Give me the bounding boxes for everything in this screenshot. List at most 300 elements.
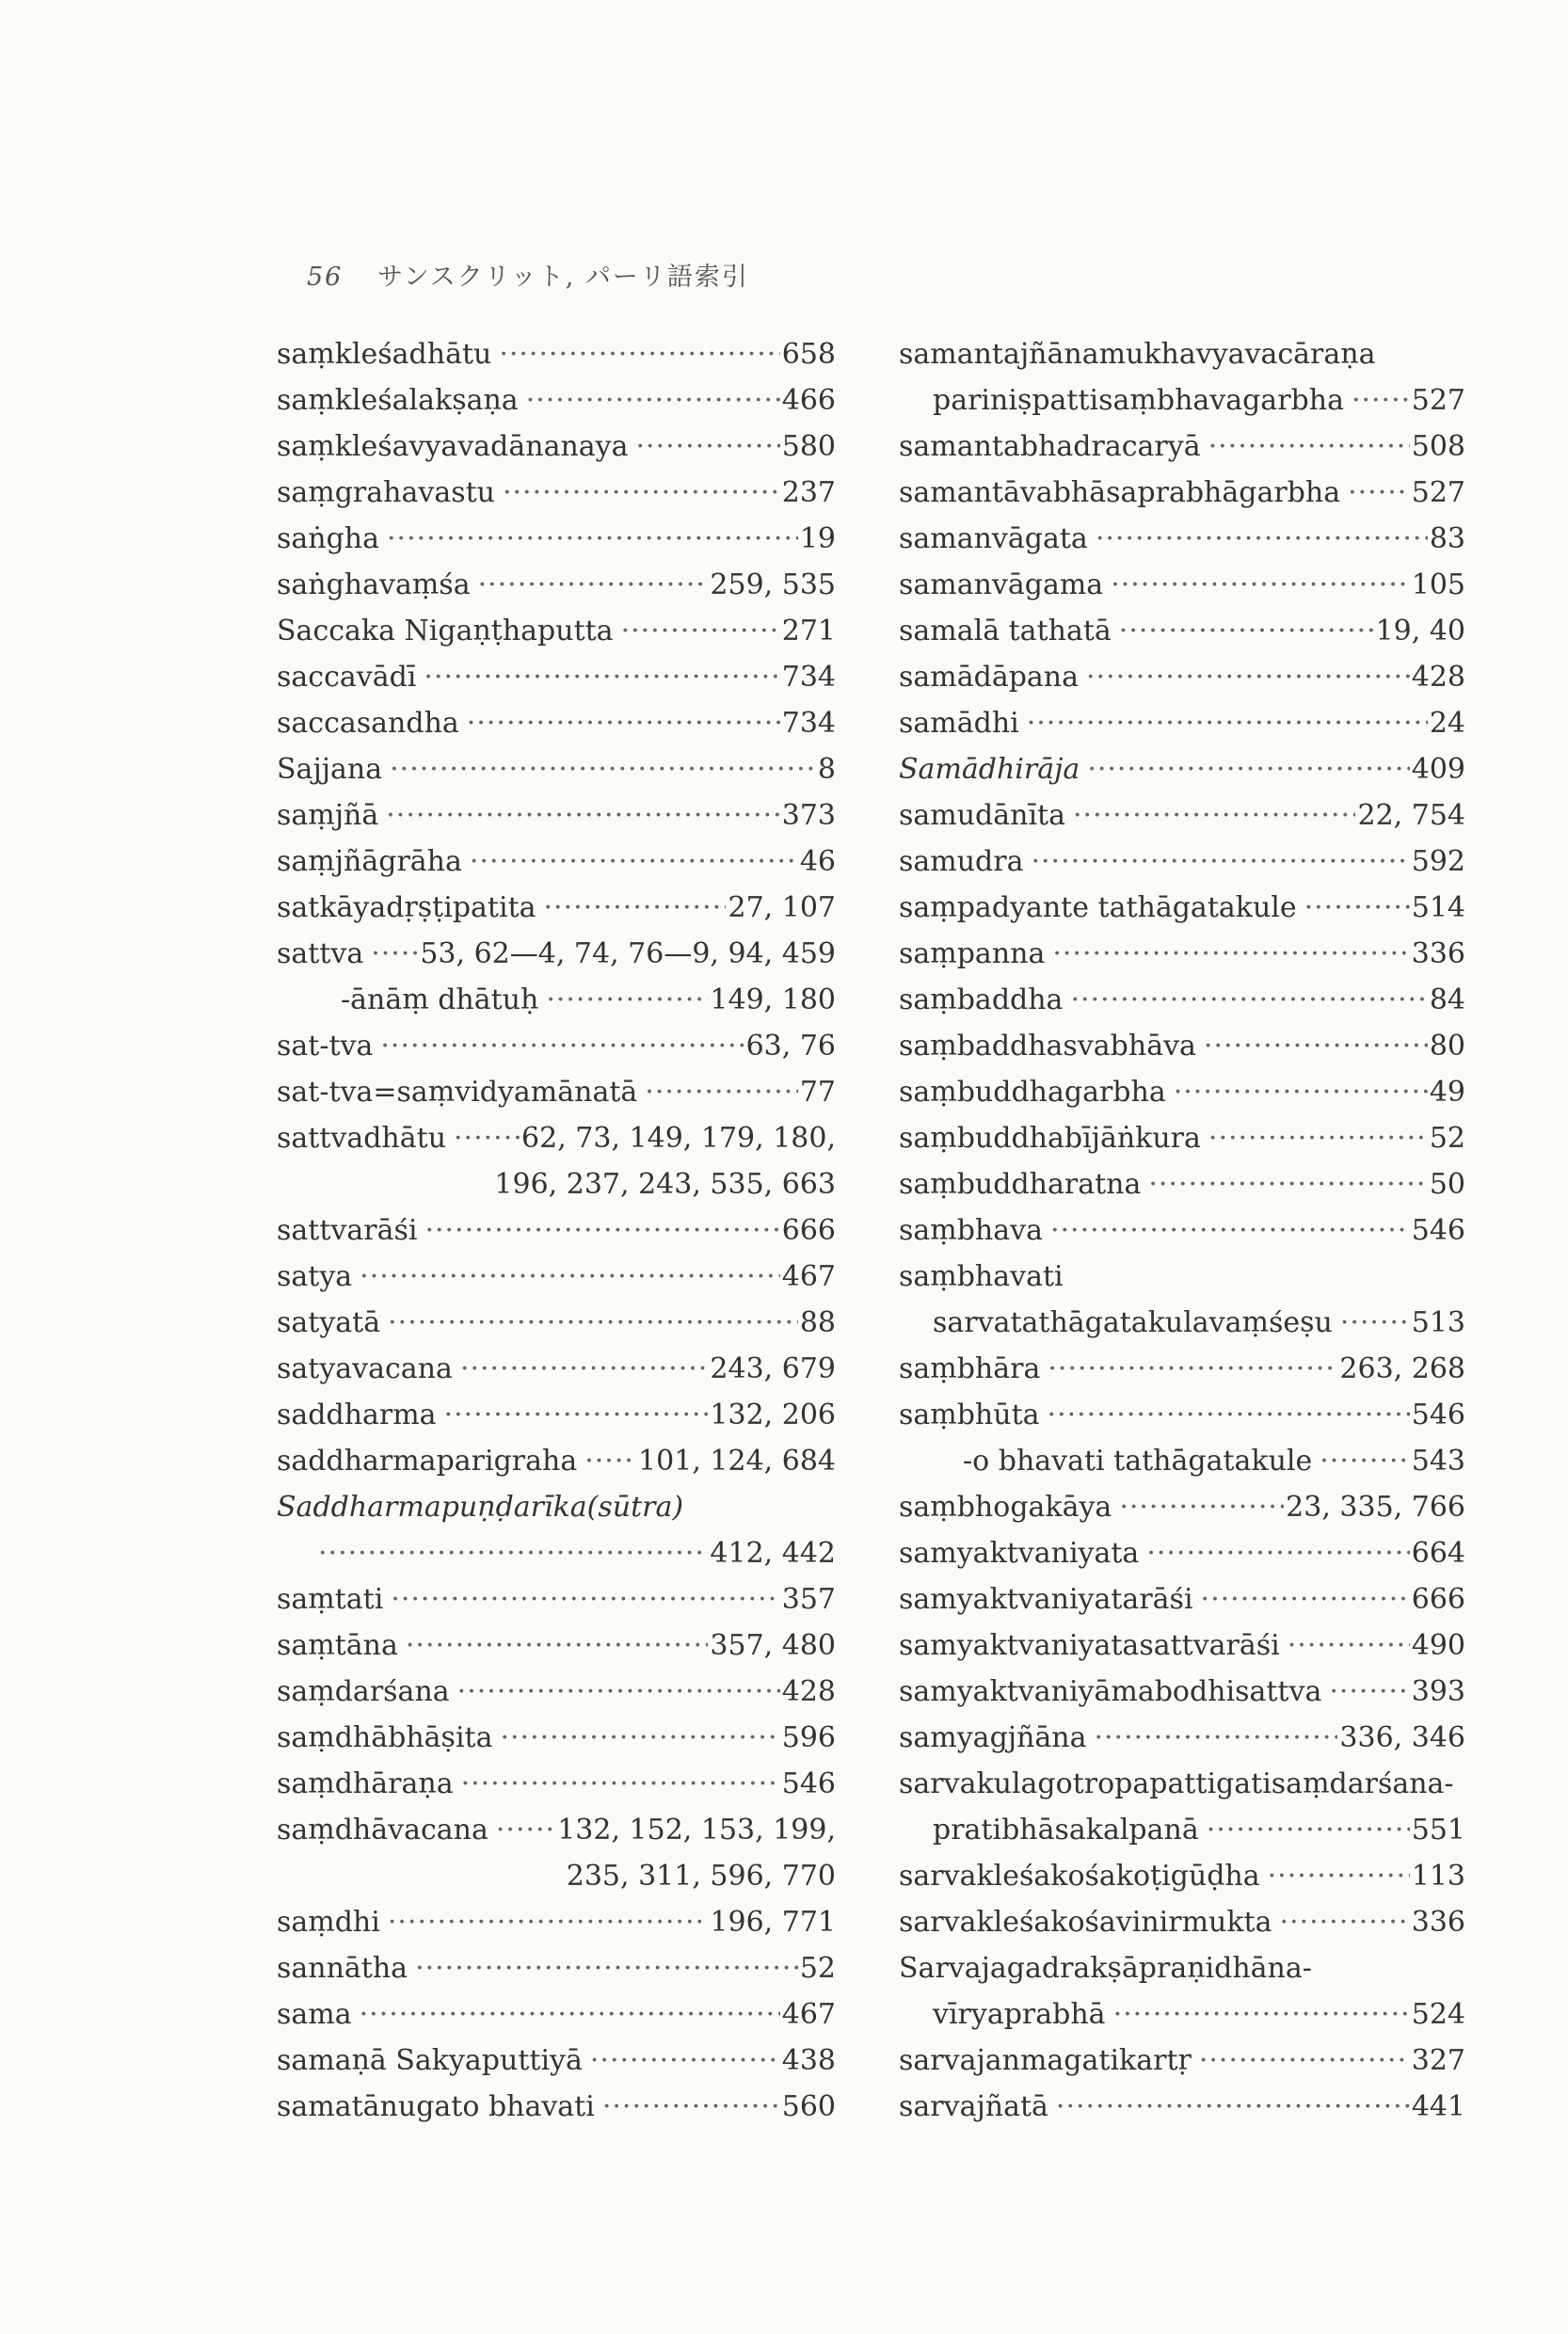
index-term: saccasandha (277, 707, 459, 740)
leader-dots (467, 700, 780, 746)
index-pages: 196, 237, 243, 535, 663 (494, 1168, 836, 1201)
index-pages: 259, 535 (710, 568, 836, 601)
index-term: samyaktvaniyatarāśi (899, 1583, 1193, 1616)
index-pages: 22, 754 (1357, 799, 1465, 832)
index-entry (899, 470, 1465, 516)
index-pages: 105 (1411, 568, 1465, 601)
index-pages: 428 (1411, 661, 1465, 694)
index-entry (277, 1300, 836, 1346)
index-term: Sarvajagadrakṣāpraṇidhāna- (899, 1952, 1312, 1985)
index-term: saṃkleśadhātu (277, 338, 492, 371)
index-term: samādhi (899, 707, 1019, 740)
leader-dots (1073, 792, 1355, 839)
leader-dots (1279, 1899, 1409, 1945)
index-pages: 514 (1411, 891, 1465, 924)
index-pages: 543 (1411, 1445, 1465, 1478)
index-pages: 513 (1411, 1306, 1465, 1339)
index-entry (899, 1715, 1465, 1761)
index-pages: 237 (781, 476, 836, 509)
index-term: saṃbaddha (899, 983, 1064, 1016)
index-pages: 580 (781, 430, 836, 463)
index-pages: 441 (1411, 2090, 1465, 2123)
index-term: saṃbuddharatna (899, 1168, 1142, 1201)
index-term: saṃbhava (899, 1214, 1043, 1247)
index-pages: 734 (781, 661, 836, 694)
index-term: sarvatathāgatakulavaṃśeṣu (933, 1306, 1333, 1339)
index-entry (899, 1254, 1465, 1300)
leader-dots (1119, 608, 1374, 654)
index-term: saṃdhi (277, 1906, 380, 1939)
index-term: saṅgha (277, 522, 380, 555)
index-pages: 490 (1411, 1629, 1465, 1662)
index-entry (277, 516, 836, 562)
index-entry (277, 1945, 836, 1991)
index-pages: 196, 771 (710, 1906, 836, 1939)
leader-dots (584, 1438, 636, 1484)
leader-dots (1207, 1807, 1410, 1853)
leader-dots (1208, 424, 1410, 470)
leader-dots (1268, 1853, 1410, 1899)
leader-dots (645, 1069, 798, 1115)
leader-dots (496, 1807, 555, 1853)
index-term: vīryaprabhā (933, 1998, 1106, 2031)
index-entry (899, 654, 1465, 700)
index-entry (899, 700, 1465, 746)
index-pages: 63, 76 (745, 1030, 836, 1063)
index-pages: 19 (799, 522, 836, 555)
index-pages: 80 (1429, 1030, 1465, 1063)
index-term: sarvakulagotropapattigatisaṃdarśana- (899, 1767, 1454, 1800)
index-pages: 243, 679 (710, 1352, 836, 1385)
index-entry (899, 1991, 1465, 2038)
leader-dots (1146, 1530, 1409, 1576)
index-pages: 546 (1411, 1214, 1465, 1247)
index-pages: 428 (781, 1675, 836, 1708)
index-entry (277, 977, 836, 1023)
running-title: サンスクリット, パーリ語索引 (376, 263, 749, 292)
index-pages: 19, 40 (1375, 615, 1465, 647)
index-term: saṃdarśana (277, 1675, 450, 1708)
index-term: sarvakleśakośavinirmukta (899, 1906, 1272, 1939)
index-pages: 546 (781, 1767, 836, 1800)
leader-dots (499, 331, 779, 377)
index-entry (899, 1623, 1465, 1669)
leader-dots (1204, 1023, 1428, 1069)
index-term: sarvajñatā (899, 2090, 1048, 2123)
index-entry (277, 1069, 836, 1115)
index-entry (899, 1669, 1465, 1715)
leader-dots (1329, 1669, 1409, 1715)
index-entry (277, 1023, 836, 1069)
index-pages: 336, 346 (1339, 1721, 1465, 1754)
leader-dots (387, 516, 798, 562)
index-pages: 658 (781, 338, 836, 371)
index-term: satya (277, 1260, 353, 1293)
index-entry (899, 424, 1465, 470)
index-pages: 132, 206 (710, 1399, 836, 1431)
index-term: sannātha (277, 1952, 408, 1985)
leader-dots (621, 608, 780, 654)
leader-dots (500, 1715, 779, 1761)
index-entry (899, 792, 1465, 839)
index-pages: 83 (1429, 522, 1465, 555)
index-term: samalā tathatā (899, 615, 1112, 647)
index-term: Samādhirāja (899, 753, 1080, 786)
index-term: sat-tva=saṃvidyamānatā (277, 1076, 638, 1109)
index-entry (899, 1761, 1465, 1807)
index-entry (899, 1115, 1465, 1161)
index-entry (899, 977, 1465, 1023)
leader-dots (1320, 1438, 1409, 1484)
leader-dots (602, 2084, 780, 2130)
index-entry (899, 1853, 1465, 1899)
leader-dots (546, 977, 708, 1023)
leader-dots (1048, 1392, 1410, 1438)
index-pages: 373 (781, 799, 836, 832)
index-entry (899, 562, 1465, 608)
index-term: saṃkleśalakṣaṇa (277, 384, 519, 417)
index-entry (899, 2038, 1465, 2084)
index-term: Saccaka Nigaṇṭhaputta (277, 615, 614, 647)
index-pages: 596 (781, 1721, 836, 1754)
index-entry (899, 1207, 1465, 1254)
leader-dots (388, 1300, 798, 1346)
leader-dots (1048, 1346, 1337, 1392)
leader-dots (461, 1761, 780, 1807)
index-pages: 77 (799, 1076, 836, 1109)
leader-dots (424, 654, 779, 700)
index-entry (899, 2084, 1465, 2130)
index-pages: 52 (799, 1952, 836, 1985)
index-pages: 527 (1411, 476, 1465, 509)
index-term: saccavādī (277, 661, 417, 694)
index-term: saṃdhāvacana (277, 1814, 488, 1846)
index-term: samyaktvaniyata (899, 1537, 1140, 1570)
leader-dots (386, 792, 779, 839)
index-entry (899, 331, 1465, 377)
leader-dots (457, 1669, 780, 1715)
index-entry (277, 608, 836, 654)
index-entry (277, 1623, 836, 1669)
leader-dots (388, 1899, 709, 1945)
index-term: samudānīta (899, 799, 1065, 832)
index-term: sarvajanmagatikartṛ (899, 2044, 1192, 2077)
index-pages: 666 (781, 1214, 836, 1247)
index-term: sattvadhātu (277, 1122, 447, 1155)
index-term: saṃbaddhasvabhāva (899, 1030, 1196, 1063)
index-term: samaṇā Sakyaputtiyā (277, 2044, 583, 2077)
index-entry (277, 1530, 836, 1576)
index-entry (277, 1761, 836, 1807)
index-column-left (277, 331, 836, 2130)
index-pages: 263, 268 (1339, 1352, 1465, 1385)
index-term: samantajñānamukhavyavacāraṇa (899, 338, 1376, 371)
index-pages: 438 (781, 2044, 836, 2077)
index-entry (899, 1576, 1465, 1623)
index-entry (899, 1438, 1465, 1484)
index-term: samyaktvaniyāmabodhisattva (899, 1675, 1322, 1708)
index-entry (899, 931, 1465, 977)
leader-dots (360, 1254, 780, 1300)
index-entry (277, 654, 836, 700)
index-entry (899, 1945, 1465, 1991)
index-pages: 357 (781, 1583, 836, 1616)
index-term: saṃtāna (277, 1629, 398, 1662)
leader-dots (1096, 516, 1428, 562)
index-entry (277, 2084, 836, 2130)
index-pages: 336 (1411, 1906, 1465, 1939)
leader-dots (1070, 977, 1427, 1023)
index-pages: 62, 73, 149, 179, 180, (521, 1122, 836, 1155)
index-term: saṃkleśavyavadānanaya (277, 430, 629, 463)
index-term: Sajjana (277, 753, 383, 786)
leader-dots (1031, 839, 1409, 885)
index-pages: 551 (1411, 1814, 1465, 1846)
index-term: sama (277, 1998, 352, 2031)
leader-dots (636, 424, 780, 470)
index-pages: 235, 311, 596, 770 (566, 1860, 836, 1893)
leader-dots (360, 1991, 780, 2038)
index-term: samudra (899, 845, 1024, 878)
leader-dots (544, 885, 727, 931)
index-pages: 734 (781, 707, 836, 740)
index-term: saṃjñāgrāha (277, 845, 462, 878)
index-pages: 49 (1429, 1076, 1465, 1109)
leader-dots (1056, 2084, 1410, 2130)
index-pages: 409 (1411, 753, 1465, 786)
index-pages: 8 (817, 753, 836, 786)
index-entry (899, 1023, 1465, 1069)
index-term: saṃbhavati (899, 1260, 1064, 1293)
leader-dots (415, 1945, 798, 1991)
index-term: samatānugato bhavati (277, 2090, 595, 2123)
index-term: sattva (277, 937, 364, 970)
index-entry (899, 1530, 1465, 1576)
leader-dots (1174, 1069, 1428, 1115)
index-pages: 88 (799, 1306, 836, 1339)
index-term: samyagjñāna (899, 1721, 1087, 1754)
leader-dots (1086, 654, 1410, 700)
index-pages: 466 (781, 384, 836, 417)
index-term: Saddharmapuṇḍarīka(sūtra) (277, 1491, 684, 1524)
index-pages: 101, 124, 684 (638, 1445, 836, 1478)
index-entry (277, 1899, 836, 1945)
index-pages: 546 (1411, 1399, 1465, 1431)
index-pages: 53, 62—4, 74, 76—9, 94, 459 (420, 937, 836, 970)
index-term: sattvarāśi (277, 1214, 418, 1247)
leader-dots (380, 1023, 744, 1069)
index-term: satyatā (277, 1306, 381, 1339)
leader-dots (1087, 746, 1409, 792)
index-pages: 27, 107 (728, 891, 836, 924)
leader-dots (390, 746, 816, 792)
leader-dots (470, 839, 798, 885)
index-entry (277, 792, 836, 839)
index-pages: 592 (1411, 845, 1465, 878)
index-entry (277, 562, 836, 608)
index-term: saṃpanna (899, 937, 1046, 970)
index-term: samantabhadracaryā (899, 430, 1201, 463)
index-term: saṃdhāraṇa (277, 1767, 454, 1800)
index-term: saṃtati (277, 1583, 384, 1616)
leader-dots (406, 1623, 709, 1669)
index-entry (899, 1161, 1465, 1207)
index-pages: 666 (1411, 1583, 1465, 1616)
index-term: saddharma (277, 1399, 437, 1431)
index-pages: 357, 480 (710, 1629, 836, 1662)
index-entry (277, 1484, 836, 1530)
index-term: saṃbhūta (899, 1399, 1040, 1431)
index-entry (899, 885, 1465, 931)
index-term: saṃpadyante tathāgatakule (899, 891, 1297, 924)
index-pages: 524 (1411, 1998, 1465, 2031)
index-term: saṅghavaṃśa (277, 568, 471, 601)
index-entry (899, 608, 1465, 654)
index-pages: 271 (781, 615, 836, 647)
index-entry (277, 2038, 836, 2084)
index-entry (277, 885, 836, 931)
index-entry (899, 1807, 1465, 1853)
index-entry (899, 1300, 1465, 1346)
index-entry (899, 1346, 1465, 1392)
page-number: 56 (307, 263, 344, 292)
page-header (307, 256, 749, 293)
leader-dots (1201, 1576, 1410, 1623)
index-entry (277, 470, 836, 516)
index-pages: 467 (781, 1260, 836, 1293)
index-entry (899, 1392, 1465, 1438)
index-term: satkāyadṛṣṭipatita (277, 891, 536, 924)
leader-dots (1304, 885, 1410, 931)
index-pages: 467 (781, 1998, 836, 2031)
index-entry (277, 1853, 836, 1899)
leader-dots (1027, 700, 1428, 746)
index-term: sarvakleśakośakoṭigūḍha (899, 1860, 1260, 1893)
leader-dots (590, 2038, 780, 2084)
leader-dots (454, 1115, 520, 1161)
index-term: saṃbuddhagarbha (899, 1076, 1166, 1109)
index-pages: 149, 180 (710, 983, 836, 1016)
leader-dots (478, 562, 709, 608)
leader-dots (526, 377, 780, 424)
index-pages: 52 (1429, 1122, 1465, 1155)
leader-dots (1094, 1715, 1337, 1761)
index-entry (277, 1576, 836, 1623)
index-term: saṃbhāra (899, 1352, 1041, 1385)
leader-dots (424, 1207, 779, 1254)
index-entry (277, 331, 836, 377)
index-term: samanvāgama (899, 568, 1104, 601)
index-pages: 393 (1411, 1675, 1465, 1708)
index-pages: 50 (1429, 1168, 1465, 1201)
index-term: sat-tva (277, 1030, 374, 1063)
leader-dots (1208, 1115, 1428, 1161)
index-entry (277, 1438, 836, 1484)
index-entry (277, 424, 836, 470)
index-entry (277, 1254, 836, 1300)
index-pages: 560 (781, 2090, 836, 2123)
leader-dots (1352, 377, 1410, 424)
leader-dots (371, 931, 418, 977)
index-term: -o bhavati tathāgatakule (963, 1445, 1313, 1478)
index-pages: 113 (1411, 1860, 1465, 1893)
index-entry (277, 1392, 836, 1438)
index-entry (899, 1069, 1465, 1115)
index-entry (277, 1669, 836, 1715)
index-entry (277, 746, 836, 792)
index-entry (899, 839, 1465, 885)
leader-dots (1288, 1623, 1410, 1669)
index-entry (277, 1207, 836, 1254)
index-pages: 336 (1411, 937, 1465, 970)
index-term: -ānāṃ dhātuḥ (341, 983, 539, 1016)
leader-dots (391, 1576, 779, 1623)
index-term: pratibhāsakalpanā (933, 1814, 1199, 1846)
leader-dots (1113, 1991, 1410, 2038)
index-term: samādāpana (899, 661, 1080, 694)
leader-dots (1340, 1300, 1410, 1346)
index-entry (899, 516, 1465, 562)
index-entry (277, 1715, 836, 1761)
index-pages: 24 (1429, 707, 1465, 740)
index-pages: 23, 335, 766 (1286, 1491, 1465, 1524)
index-entry (899, 746, 1465, 792)
leader-dots (318, 1530, 708, 1576)
index-pages: 508 (1411, 430, 1465, 463)
index-pages: 327 (1411, 2044, 1465, 2077)
index-column-right (899, 331, 1465, 2130)
leader-dots (460, 1346, 709, 1392)
index-pages: 84 (1429, 983, 1465, 1016)
index-term: saṃgrahavastu (277, 476, 495, 509)
index-pages: 664 (1411, 1537, 1465, 1570)
index-pages: 527 (1411, 384, 1465, 417)
index-pages: 132, 152, 153, 199, (557, 1814, 836, 1846)
index-entry (277, 700, 836, 746)
index-term: samantāvabhāsaprabhāgarbha (899, 476, 1341, 509)
index-pages: 46 (799, 845, 836, 878)
index-entry (277, 1807, 836, 1853)
index-entry (277, 1115, 836, 1161)
index-entry (277, 1346, 836, 1392)
index-term: saṃdhābhāṣita (277, 1721, 493, 1754)
index-entry (899, 1899, 1465, 1945)
leader-dots (1148, 1161, 1427, 1207)
index-term: satyavacana (277, 1352, 453, 1385)
leader-dots (1119, 1484, 1284, 1530)
index-term: samyaktvaniyatasattvarāśi (899, 1629, 1280, 1662)
leader-dots (1111, 562, 1410, 608)
leader-dots (503, 470, 780, 516)
index-entry (277, 1161, 836, 1207)
leader-dots (444, 1392, 709, 1438)
index-entry (277, 1991, 836, 2038)
index-term: samanvāgata (899, 522, 1088, 555)
leader-dots (1052, 931, 1409, 977)
index-term: saṃbhogakāya (899, 1491, 1112, 1524)
leader-dots (1050, 1207, 1410, 1254)
index-entry (899, 377, 1465, 424)
index-term: saṃbuddhabījāṅkura (899, 1122, 1201, 1155)
leader-dots (1348, 470, 1410, 516)
index-term: saddharmaparigraha (277, 1445, 578, 1478)
leader-dots (1199, 2038, 1410, 2084)
index-entry (277, 931, 836, 977)
index-entry (277, 839, 836, 885)
index-entry (277, 377, 836, 424)
index-term: saṃjñā (277, 799, 379, 832)
index-entry (899, 1484, 1465, 1530)
